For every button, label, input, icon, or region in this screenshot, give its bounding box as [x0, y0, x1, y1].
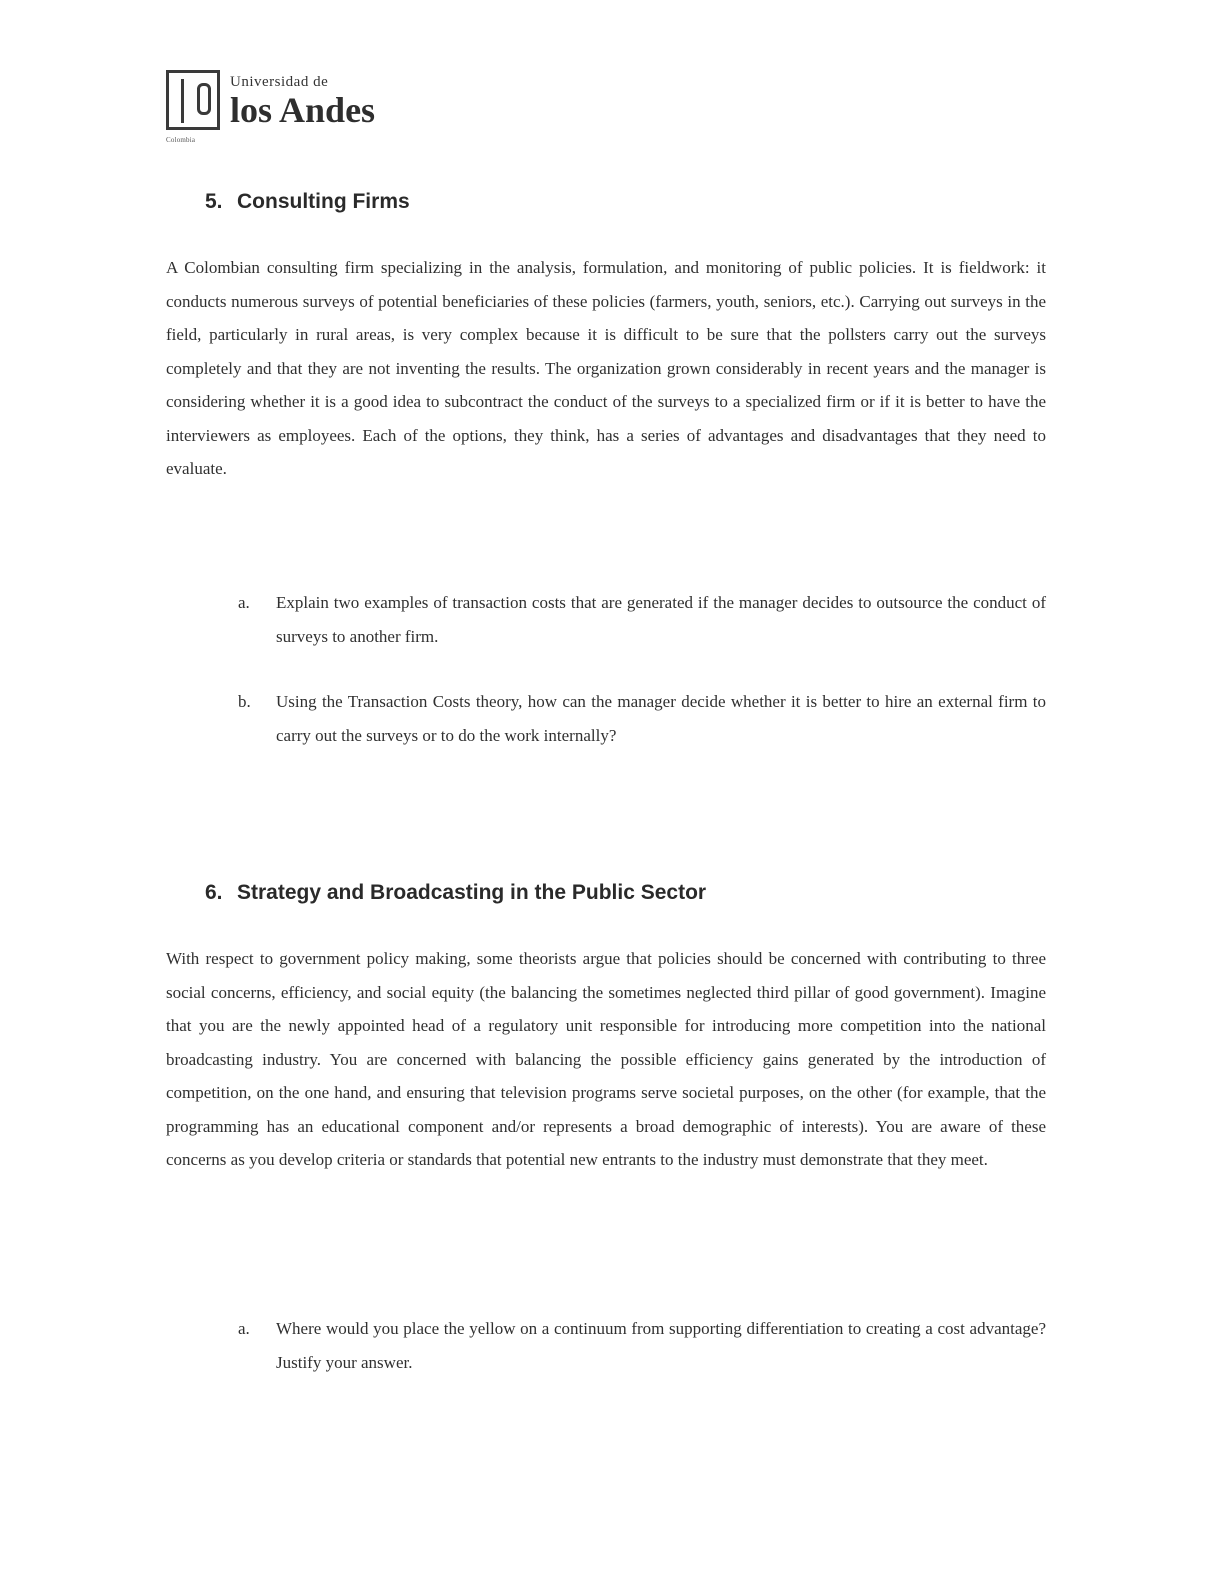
- question-label: a.: [238, 1319, 250, 1338]
- question-label: b.: [238, 692, 251, 711]
- section-paragraph-6: With respect to government policy making, some theorists argue that policies should be concerned with contributing to three social concerns, efficiency, and social equity (the balancing the sometimes neglected third pillar of good government). Imagine that you are the newly appointed head of a regulatory unit responsible for introducing more competition into the national broadcasting industry. You are concerned with balancing the possible efficiency gains generated by the introduction of competition, on the one hand, and ensuring that television programs serve societal purposes, on the other (for example, that the programming has an educational component and/or represents a broad demographic of interests). You are aware of these concerns as you develop criteria or standards that potential new entrants to the industry must demonstrate that they meet.: [166, 949, 1046, 1169]
- question-text: Where would you place the yellow on a continuum from supporting differentiation to creating a cost advantage? Justify your answer.: [276, 1319, 1046, 1372]
- list-item: [238, 586, 1046, 653]
- question-label: a.: [238, 593, 250, 612]
- university-logo: [166, 70, 376, 150]
- logo-sub-text: Colombia: [166, 136, 196, 144]
- question-text: Using the Transaction Costs theory, how can the manager decide whether it is better to hire an external firm to carry out the surveys or to do the work internally?: [276, 692, 1046, 745]
- list-item: [238, 685, 1046, 752]
- question-list-6: [238, 1312, 1046, 1379]
- logo-main-text: los Andes: [230, 90, 376, 130]
- section-title: Strategy and Broadcasting in the Public Sector: [237, 881, 707, 904]
- logo-top-text: Universidad de: [230, 74, 329, 90]
- question-list-5: [238, 586, 1046, 752]
- section-number: 5.: [205, 190, 223, 213]
- section-heading-5: [205, 189, 410, 215]
- section-title: Consulting Firms: [237, 190, 410, 213]
- section-paragraph-5: A Colombian consulting firm specializing in the analysis, formulation, and monitoring of public policies. It is fieldwork: it conducts numerous surveys of potential beneficiaries of these policies (farmers, youth, seniors, etc.). Carrying out surveys in the field, particularly in rural areas, is very complex because it is difficult to be sure that the pollsters carry out the surveys completely and that they are not inventing the results. The organization grown considerably in recent years and the manager is considering whether it is a good idea to subcontract the conduct of the surveys to a specialized firm or if it is better to have the interviewers as employees. Each of the options, they think, has a series of advantages and disadvantages that they need to evaluate.: [166, 258, 1046, 478]
- list-item: [238, 1312, 1046, 1379]
- section-number: 6.: [205, 881, 223, 904]
- logo-emblem-icon: [166, 70, 220, 130]
- section-heading-6: [205, 880, 706, 906]
- question-text: Explain two examples of transaction costs that are generated if the manager decides to outsource the conduct of surveys to another firm.: [276, 593, 1046, 646]
